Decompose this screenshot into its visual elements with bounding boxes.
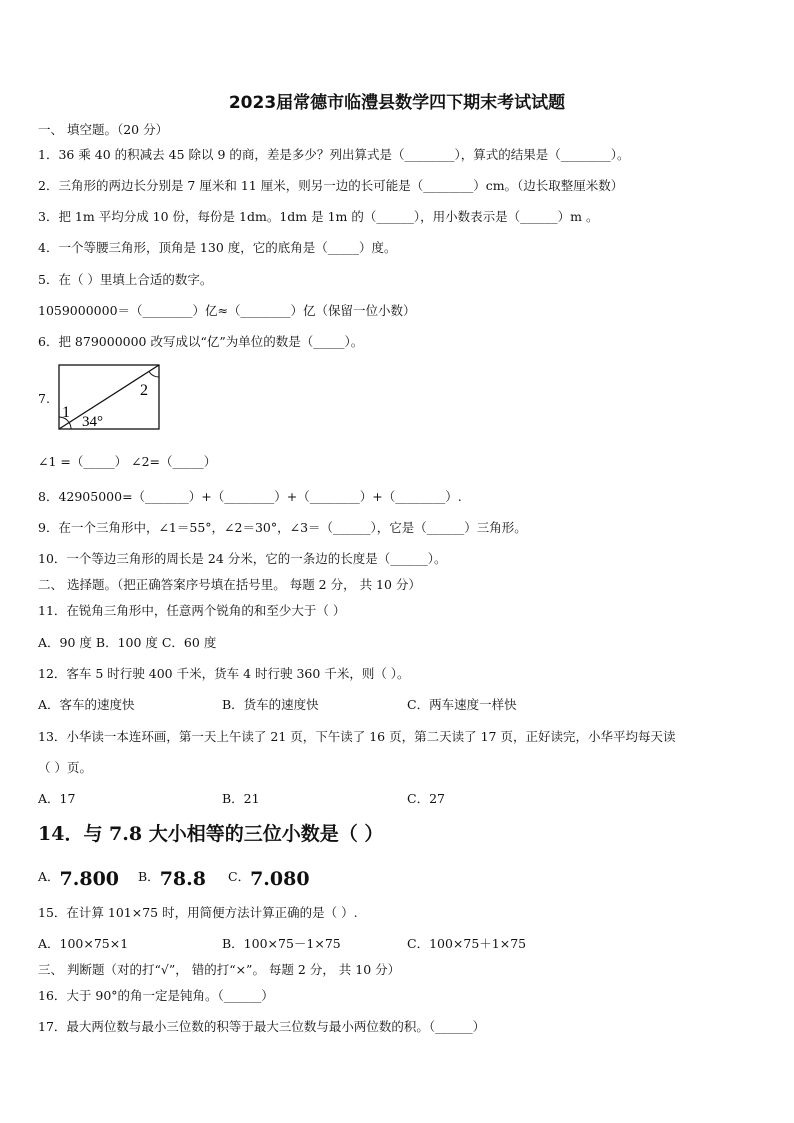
section-heading-fill: 一、 填空题。（20 分） [38,122,169,137]
question-6: 6．把 879000000 改写成以“亿”为单位的数是（_____）。 [38,334,364,349]
question-2: 2．三角形的两边长分别是 7 厘米和 11 厘米，则另一边的长可能是（________）cm。（边长取整厘米数） [38,178,624,193]
question-7-answers: ∠1 =（_____） ∠2=（_____） [38,454,217,469]
option-a-value: 7.800 [59,868,120,890]
question-11: 11．在锐角三角形中，任意两个锐角的和至少大于（ ） [38,603,346,618]
question-7: 7. [38,391,50,406]
question-5: 5．在（ ）里填上合适的数字。 [38,272,213,287]
question-14: 14．与 7.8 大小相等的三位小数是（ ） [38,823,384,845]
angle-value-label: 34° [82,414,103,430]
question-13-option-c: C．27 [407,791,445,806]
question-17: 17．最大两位数与最小三位数的积等于最大三位数与最小两位数的积。（______） [38,1019,486,1034]
page-title: 2023届常德市临澧县数学四下期末考试试题 [228,93,566,113]
option-c-letter: C． [228,869,251,884]
question-9: 9．在一个三角形中，∠1＝55°，∠2＝30°，∠3＝（______），它是（______）三角形。 [38,520,527,535]
question-12-option-b: B．货车的速度快 [222,697,319,712]
question-4: 4．一个等腰三角形，顶角是 130 度，它的底角是（_____）度。 [38,240,397,255]
option-b-letter: B． [138,869,160,884]
option-c-value: 7.080 [250,868,310,890]
question-8: 8．42905000=（_______）+（________）+（________）+（________）. [38,489,462,504]
question-12-option-c: C．两车速度一样快 [407,697,517,712]
angle-1-label: 1 [62,404,70,421]
angle-34-arc [69,423,71,430]
question-14-option-a [38,865,119,891]
angle-2-label: 2 [140,382,148,399]
question-13-option-b: B．21 [222,791,260,806]
question-15-option-b: B．100×75－1×75 [222,936,341,951]
question-11-options: A．90 度 B．100 度 C．60 度 [38,635,217,650]
question-5-expression: 1059000000＝（________）亿≈（________）亿（保留一位小数） [38,303,416,318]
rectangle-diagonal-figure [56,362,164,434]
question-13-continued: （ ）页。 [38,760,92,775]
angle-2-arc [149,372,159,378]
question-15-option-a: A．100×75×1 [38,936,129,951]
question-3: 3．把 1m 平均分成 10 份，每份是 1dm。1dm 是 1m 的（______），用小数表示是（______）m 。 [38,209,599,224]
question-13: 13．小华读一本连环画，第一天上午读了 21 页，下午读了 16 页，第二天读了 17 页，正好读完，小华平均每天读 [38,729,676,744]
section-heading-judge: 三、 判断题（对的打“√”， 错的打“×”。 每题 2 分， 共 10 分） [38,962,401,977]
question-10: 10．一个等边三角形的周长是 24 分米，它的一条边的长度是（______）。 [38,551,447,566]
question-13-option-a: A．17 [38,791,76,806]
question-1: 1．36 乘 40 的积减去 45 除以 9 的商，差是多少？列出算式是（________），算式的结果是（________）。 [38,147,630,162]
question-16: 16．大于 90°的角一定是钝角。（______） [38,988,274,1003]
question-14-option-c [228,865,310,891]
option-a-letter: A． [38,869,60,884]
option-b-value: 78.8 [159,868,206,890]
question-15-option-c: C．100×75＋1×75 [407,936,527,951]
question-14-option-b [138,865,206,891]
section-heading-choice: 二、 选择题。（把正确答案序号填在括号里。 每题 2 分， 共 10 分） [38,577,421,592]
question-12-option-a: A．客车的速度快 [38,697,135,712]
question-12: 12．客车 5 时行驶 400 千米，货车 4 时行驶 360 千米，则（ ）。 [38,666,410,681]
question-15: 15．在计算 101×75 时，用简便方法计算正确的是（ ）. [38,905,358,920]
